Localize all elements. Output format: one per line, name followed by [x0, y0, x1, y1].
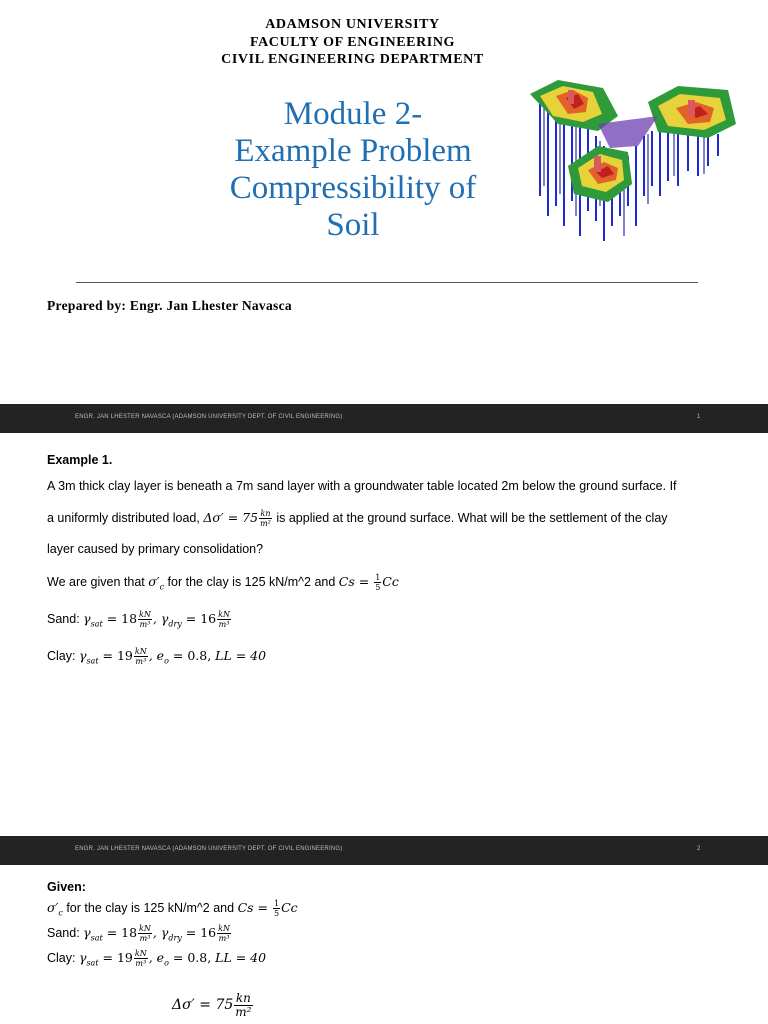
prepared-by: Prepared by: Engr. Jan Lhester Navasca — [47, 298, 292, 313]
title-line-3: Compressibility of — [229, 170, 477, 206]
module-title — [170, 96, 536, 244]
sand-properties: Sand: $\gamma_{sat} = 18$ $\frac{kN}{\text{m³}}$ , $\gamma_{dry} = 16$ $\frac{kN}{\text{m³}}$ — [47, 610, 230, 629]
footer-text: ENGR. JAN LHESTER NAVASCA (ADAMSON UNIVERSITY DEPT. OF CIVIL ENGINEERING) — [75, 846, 343, 852]
title-line-2: Example Problem — [234, 133, 472, 169]
cs-relation: Cs = $\frac{1}{5}$ Cc — [237, 899, 298, 918]
slide-footer-1 — [0, 404, 768, 433]
problem-line-2-post: is applied at the ground surface. What will be the settlement of the clay — [272, 511, 668, 525]
given-heading: Given: — [47, 880, 86, 894]
title-line-1: Module 2- — [283, 96, 423, 132]
given-load: Δσ′ = 75 $\frac{kn}{\text{m²}}$ — [172, 990, 252, 1019]
university-name: ADAMSON UNIVERSITY — [265, 17, 440, 32]
title-line-4: Soil — [326, 207, 380, 243]
department-name: CIVIL ENGINEERING DEPARTMENT — [221, 52, 484, 67]
slide-footer-2 — [0, 836, 768, 865]
sigma-c-symbol: $\sigma'_c$ — [148, 574, 165, 592]
sigma-c-symbol: $\sigma'_c$ — [47, 900, 63, 918]
problem-line-2-pre: a uniformly distributed load, — [47, 511, 204, 525]
faculty-name: FACULTY OF ENGINEERING — [249, 35, 456, 50]
cs-relation: Cs = $\frac{1}{5}$ Cc — [338, 573, 399, 592]
clay-properties: Clay: $\gamma_{sat} = 19$ $\frac{kN}{\text{m³}}$ , $e_o = 0.8$, LL = 40 — [47, 647, 267, 666]
example-heading: Example 1. — [47, 453, 113, 467]
footer-text: ENGR. JAN LHESTER NAVASCA (ADAMSON UNIVERSITY DEPT. OF CIVIL ENGINEERING) — [75, 414, 343, 420]
problem-line-4: We are given that $\sigma'_c$ for the clay is 125 kN/m^2 and Cs = $\frac{1}{5}$ Cc — [47, 573, 399, 592]
delta-sigma-load: Δσ′ = 75 $\frac{kn}{\text{m²}}$ — [203, 509, 271, 528]
soil-settlement-3d-image — [528, 76, 738, 246]
page-number: 1 — [697, 414, 701, 420]
given-sand-properties: Sand: $\gamma_{sat} = 18$ $\frac{kN}{\text{m³}}$ , $\gamma_{dry} = 16$ $\frac{kN}{\text{m³}}$ — [47, 924, 230, 943]
given-line-1: $\sigma'_c$ for the clay is 125 kN/m^2 and Cs = $\frac{1}{5}$ Cc — [47, 899, 298, 918]
divider-line — [76, 282, 698, 283]
page-number: 2 — [697, 846, 701, 852]
given-clay-properties: Clay: $\gamma_{sat} = 19$ $\frac{kN}{\text{m³}}$ , $e_o = 0.8$, LL = 40 — [47, 949, 267, 968]
problem-line-2 — [47, 505, 668, 531]
problem-line-1: A 3m thick clay layer is beneath a 7m sand layer with a groundwater table located 2m below the ground surface. If — [47, 479, 677, 493]
problem-line-3: layer caused by primary consolidation? — [47, 542, 264, 556]
